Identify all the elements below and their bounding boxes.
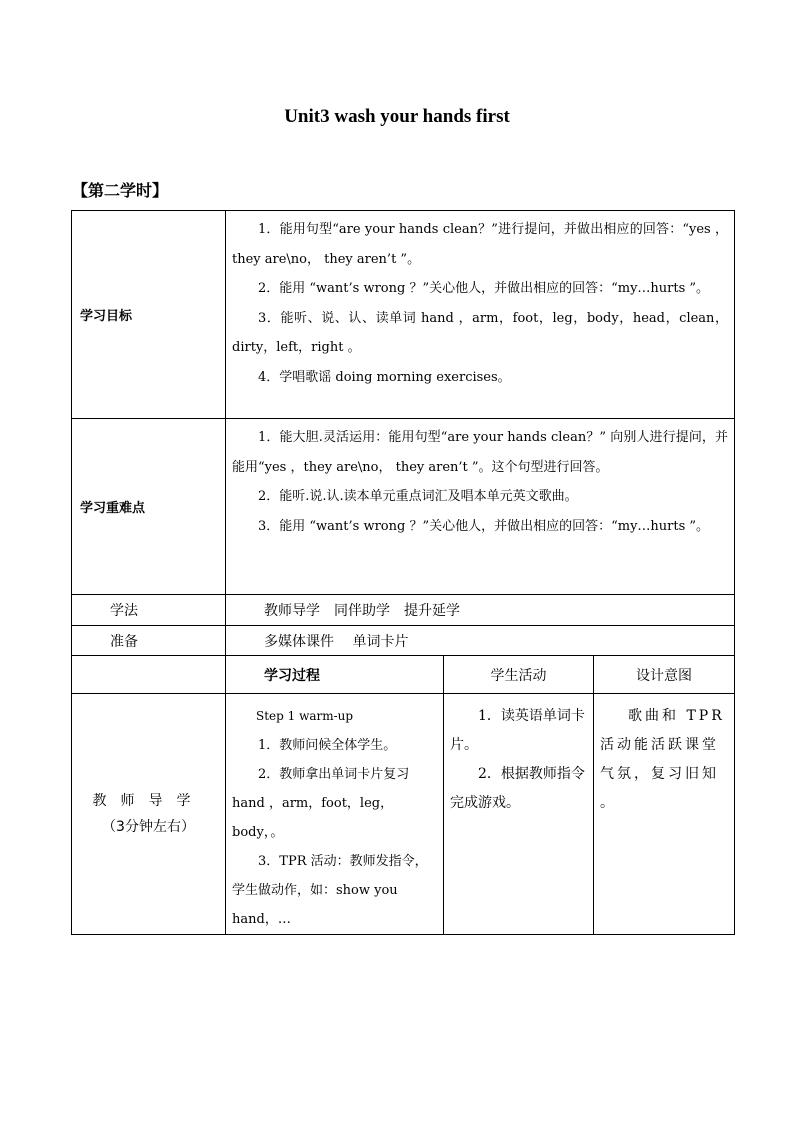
- lesson-plan-table: [71, 210, 735, 935]
- process-header-process: 学习过程: [226, 656, 444, 694]
- document-title: Unit3 wash your hands first: [284, 106, 510, 127]
- stage-row: [72, 694, 735, 935]
- method-label: 学法: [72, 595, 226, 626]
- process-step: 3．TPR 活动：教师发指令，学生做动作，如：show you hand，…: [232, 854, 428, 927]
- stage-process: [226, 694, 444, 935]
- prep-value: 多媒体课件 单词卡片: [226, 626, 735, 656]
- process-step: Step 1 warm-up: [256, 709, 354, 723]
- keypoint-item: 2．能听.说.认.读本单元重点词汇及唱本单元英文歌曲。: [258, 489, 578, 504]
- keypoint-item: 3．能用 “want’s wrong ？”关心他人，并做出相应的回答：“my…hurts ”。: [258, 518, 710, 534]
- process-step: 1．教师问候全体学生。: [258, 738, 397, 753]
- keypoints-label: 学习重难点: [72, 419, 226, 595]
- objectives-content: [226, 211, 735, 419]
- method-value: 教师导学 同伴助学 提升延学: [226, 595, 735, 626]
- student-activity-item: 2．根据教师指令完成游戏。: [450, 766, 585, 811]
- keypoint-item: 1．能大胆.灵活运用：能用句型“are your hands clean？” 向别人进行提问，并能用“yes ，they are\no， they aren’t ”。这个句型进行回答。: [232, 430, 729, 475]
- keypoints-row: [72, 419, 735, 595]
- process-header-row: [72, 656, 735, 694]
- stage-label: [72, 694, 226, 935]
- stage-design-intent: [594, 694, 735, 935]
- method-row: [72, 595, 735, 626]
- objective-item: 1．能用句型“are your hands clean？”进行提问，并做出相应的回答：“yes ，they are\no， they aren’t ”。: [232, 222, 729, 267]
- stage-duration: （3分钟左右）: [102, 819, 195, 835]
- prep-label: 准备: [72, 626, 226, 656]
- process-header-empty: [72, 656, 226, 694]
- keypoints-content: [226, 419, 735, 595]
- objective-item: 3．能听、说、认、读单词 hand ，arm，foot，leg，body，head，clean，dirty，left，right 。: [232, 310, 729, 355]
- objectives-label: 学习目标: [72, 211, 226, 419]
- objective-item: 2．能用 “want’s wrong ？”关心他人，并做出相应的回答：“my…hurts ”。: [258, 281, 710, 296]
- objectives-row: [72, 211, 735, 419]
- objective-item: 4．学唱歌谣 doing morning exercises。: [258, 369, 511, 385]
- stage-name: 教师导学: [92, 793, 205, 809]
- process-step: 2．教师拿出单词卡片复习 hand ，arm，foot，leg，body，。: [232, 767, 410, 840]
- process-header-intent: 设计意图: [594, 656, 735, 694]
- design-intent-item: 歌曲和 TPR 活动能活跃课堂气氛，复习旧知 。: [600, 708, 725, 811]
- stage-student-activity: [444, 694, 594, 935]
- prep-row: [72, 626, 735, 656]
- process-header-student: 学生活动: [444, 656, 594, 694]
- section-heading: 【第二学时】: [72, 181, 169, 200]
- student-activity-item: 1．读英语单词卡片。: [450, 708, 585, 753]
